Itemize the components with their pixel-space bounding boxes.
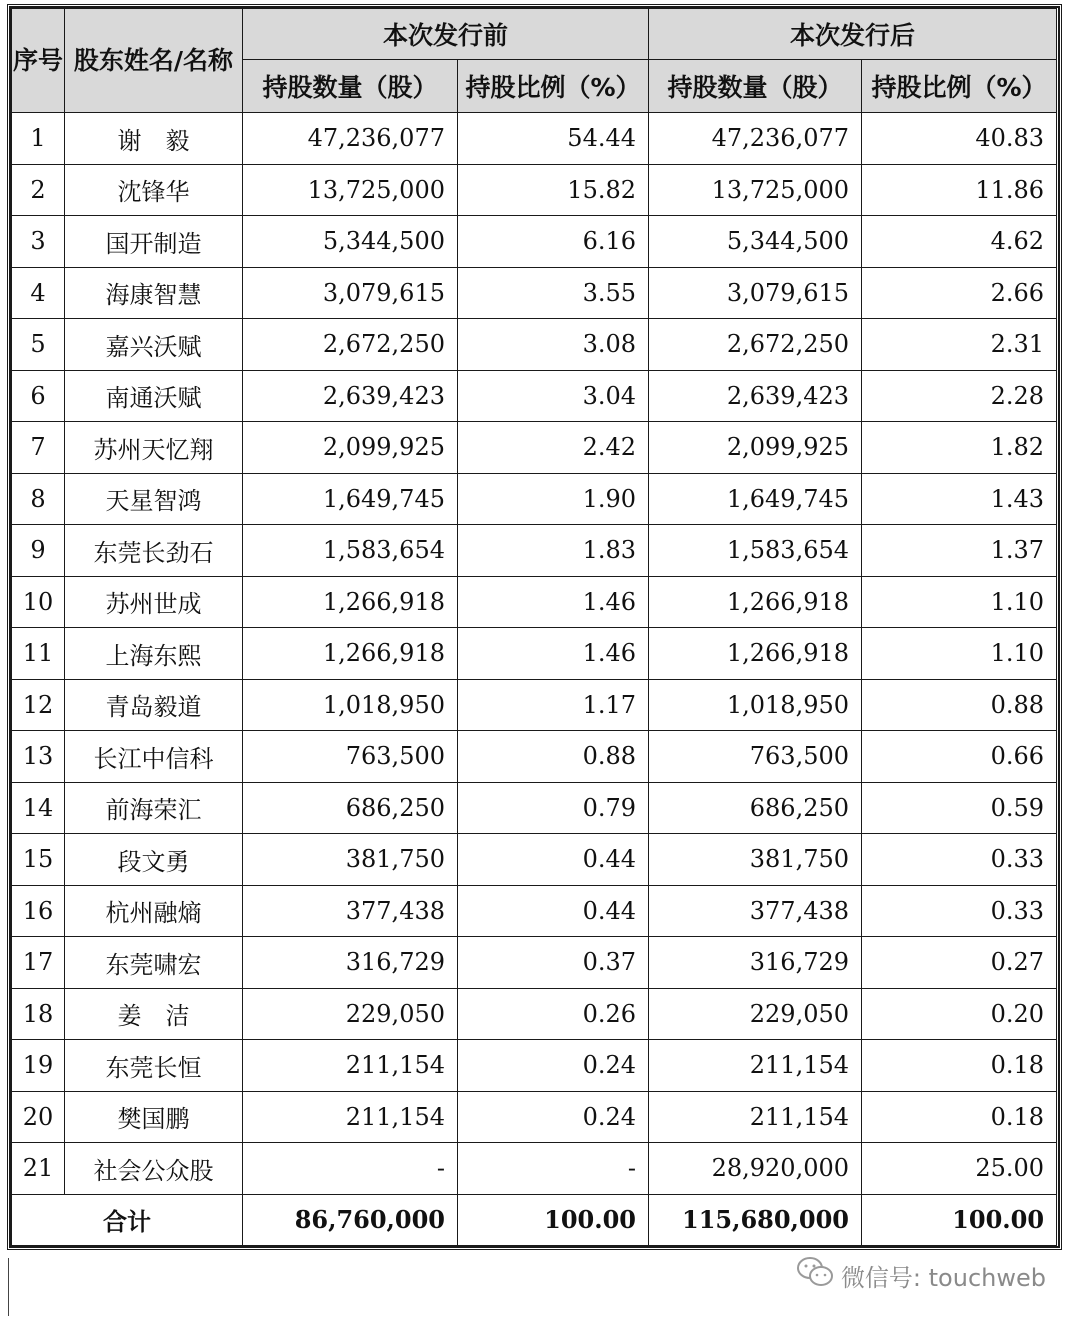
row-before-ratio: 0.88 [458, 731, 649, 783]
row-after-ratio: 1.82 [862, 422, 1057, 474]
row-name: 苏州天忆翔 [65, 422, 243, 474]
table-row [12, 988, 1057, 1040]
row-before-ratio: 54.44 [458, 113, 649, 165]
row-name: 长江中信科 [65, 731, 243, 783]
row-before-ratio: 6.16 [458, 216, 649, 268]
row-after-shares: 13,725,000 [649, 164, 862, 216]
watermark [795, 1255, 1046, 1295]
row-after-shares: 3,079,615 [649, 267, 862, 319]
row-before-shares: 1,266,918 [243, 628, 458, 680]
row-name: 谢 毅 [65, 113, 243, 165]
row-index: 18 [12, 988, 65, 1040]
row-before-shares: 13,725,000 [243, 164, 458, 216]
row-after-shares: 381,750 [649, 834, 862, 886]
row-index: 1 [12, 113, 65, 165]
row-after-ratio: 0.33 [862, 834, 1057, 886]
row-index: 5 [12, 319, 65, 371]
table-row [12, 937, 1057, 989]
table-row [12, 422, 1057, 474]
row-name: 姜 洁 [65, 988, 243, 1040]
table-row [12, 1040, 1057, 1092]
row-before-shares: 686,250 [243, 782, 458, 834]
row-index: 11 [12, 628, 65, 680]
row-index: 12 [12, 679, 65, 731]
table-row [12, 885, 1057, 937]
row-index: 7 [12, 422, 65, 474]
row-name: 苏州世成 [65, 576, 243, 628]
row-name: 国开制造 [65, 216, 243, 268]
header-after-shares: 持股数量（股） [649, 60, 862, 113]
row-before-shares: 229,050 [243, 988, 458, 1040]
row-name: 东莞长恒 [65, 1040, 243, 1092]
row-before-ratio: 0.79 [458, 782, 649, 834]
total-label: 合计 [12, 1194, 243, 1245]
row-after-shares: 28,920,000 [649, 1143, 862, 1195]
row-after-shares: 1,583,654 [649, 525, 862, 577]
row-name: 青岛毅道 [65, 679, 243, 731]
header-before: 本次发行前 [243, 9, 649, 60]
table-header [12, 9, 1057, 113]
row-before-ratio: 1.90 [458, 473, 649, 525]
row-name: 上海东熙 [65, 628, 243, 680]
row-name: 杭州融熵 [65, 885, 243, 937]
row-index: 4 [12, 267, 65, 319]
row-before-shares: 1,018,950 [243, 679, 458, 731]
row-before-ratio: 1.46 [458, 576, 649, 628]
row-after-shares: 1,649,745 [649, 473, 862, 525]
table-row [12, 679, 1057, 731]
header-before-ratio: 持股比例（%） [458, 60, 649, 113]
row-name: 樊国鹏 [65, 1091, 243, 1143]
row-before-ratio: 1.46 [458, 628, 649, 680]
row-before-shares: 1,649,745 [243, 473, 458, 525]
row-after-shares: 2,672,250 [649, 319, 862, 371]
row-before-ratio: 1.83 [458, 525, 649, 577]
row-after-shares: 5,344,500 [649, 216, 862, 268]
row-before-shares: 3,079,615 [243, 267, 458, 319]
row-after-ratio: 1.10 [862, 576, 1057, 628]
header-after: 本次发行后 [649, 9, 1057, 60]
row-after-ratio: 1.10 [862, 628, 1057, 680]
row-after-shares: 686,250 [649, 782, 862, 834]
row-before-ratio: 1.17 [458, 679, 649, 731]
row-before-shares: 2,672,250 [243, 319, 458, 371]
table-row [12, 525, 1057, 577]
row-before-shares: 47,236,077 [243, 113, 458, 165]
row-after-ratio: 0.66 [862, 731, 1057, 783]
header-name: 股东姓名/名称 [65, 9, 243, 113]
row-before-ratio: 2.42 [458, 422, 649, 474]
table-row [12, 473, 1057, 525]
row-before-shares: 2,099,925 [243, 422, 458, 474]
row-before-ratio: 0.44 [458, 885, 649, 937]
row-name: 沈锋华 [65, 164, 243, 216]
row-index: 14 [12, 782, 65, 834]
row-after-ratio: 4.62 [862, 216, 1057, 268]
row-index: 16 [12, 885, 65, 937]
table-row [12, 834, 1057, 886]
table-row [12, 267, 1057, 319]
total-before-ratio: 100.00 [458, 1194, 649, 1245]
shareholder-table [11, 8, 1057, 1246]
table-row [12, 370, 1057, 422]
row-before-ratio: 3.04 [458, 370, 649, 422]
row-before-shares: 2,639,423 [243, 370, 458, 422]
row-index: 15 [12, 834, 65, 886]
row-after-ratio: 0.18 [862, 1091, 1057, 1143]
row-after-ratio: 1.37 [862, 525, 1057, 577]
row-before-ratio: 3.55 [458, 267, 649, 319]
table-row [12, 113, 1057, 165]
row-index: 19 [12, 1040, 65, 1092]
table-footer [12, 1194, 1057, 1245]
row-before-shares: 381,750 [243, 834, 458, 886]
table-row [12, 628, 1057, 680]
row-before-ratio: 0.44 [458, 834, 649, 886]
text-cursor [8, 1258, 9, 1316]
row-before-ratio: - [458, 1143, 649, 1195]
row-index: 10 [12, 576, 65, 628]
row-index: 13 [12, 731, 65, 783]
row-after-shares: 211,154 [649, 1091, 862, 1143]
header-seq: 序号 [12, 9, 65, 113]
table-row [12, 1143, 1057, 1195]
row-after-shares: 1,018,950 [649, 679, 862, 731]
row-index: 2 [12, 164, 65, 216]
row-index: 17 [12, 937, 65, 989]
row-after-ratio: 0.88 [862, 679, 1057, 731]
watermark-text: 微信号: touchweb [840, 1263, 1046, 1292]
row-index: 20 [12, 1091, 65, 1143]
row-name: 东莞啸宏 [65, 937, 243, 989]
table-row [12, 216, 1057, 268]
row-after-ratio: 0.18 [862, 1040, 1057, 1092]
row-after-shares: 316,729 [649, 937, 862, 989]
row-after-shares: 1,266,918 [649, 628, 862, 680]
row-index: 8 [12, 473, 65, 525]
total-after-ratio: 100.00 [862, 1194, 1057, 1245]
total-after-shares: 115,680,000 [649, 1194, 862, 1245]
row-after-ratio: 40.83 [862, 113, 1057, 165]
row-before-ratio: 0.24 [458, 1040, 649, 1092]
total-before-shares: 86,760,000 [243, 1194, 458, 1245]
wechat-icon [795, 1255, 835, 1295]
row-before-shares: - [243, 1143, 458, 1195]
row-after-ratio: 2.28 [862, 370, 1057, 422]
row-after-ratio: 0.27 [862, 937, 1057, 989]
table-row [12, 782, 1057, 834]
row-name: 前海荣汇 [65, 782, 243, 834]
header-before-shares: 持股数量（股） [243, 60, 458, 113]
row-name: 天星智鸿 [65, 473, 243, 525]
row-before-ratio: 15.82 [458, 164, 649, 216]
row-before-shares: 763,500 [243, 731, 458, 783]
total-row [12, 1194, 1057, 1245]
row-name: 海康智慧 [65, 267, 243, 319]
row-before-shares: 211,154 [243, 1091, 458, 1143]
table-body [12, 113, 1057, 1195]
row-before-shares: 211,154 [243, 1040, 458, 1092]
row-after-ratio: 2.31 [862, 319, 1057, 371]
table-row [12, 319, 1057, 371]
row-before-ratio: 0.24 [458, 1091, 649, 1143]
row-name: 嘉兴沃赋 [65, 319, 243, 371]
table-row [12, 1091, 1057, 1143]
row-after-shares: 2,099,925 [649, 422, 862, 474]
row-after-shares: 1,266,918 [649, 576, 862, 628]
row-after-ratio: 25.00 [862, 1143, 1057, 1195]
row-after-ratio: 1.43 [862, 473, 1057, 525]
table-row [12, 164, 1057, 216]
row-after-ratio: 2.66 [862, 267, 1057, 319]
row-after-ratio: 11.86 [862, 164, 1057, 216]
row-index: 9 [12, 525, 65, 577]
row-before-shares: 5,344,500 [243, 216, 458, 268]
row-name: 东莞长劲石 [65, 525, 243, 577]
header-after-ratio: 持股比例（%） [862, 60, 1057, 113]
row-before-shares: 1,583,654 [243, 525, 458, 577]
row-before-shares: 316,729 [243, 937, 458, 989]
row-before-shares: 377,438 [243, 885, 458, 937]
row-index: 3 [12, 216, 65, 268]
row-name: 段文勇 [65, 834, 243, 886]
row-index: 21 [12, 1143, 65, 1195]
row-before-ratio: 3.08 [458, 319, 649, 371]
row-before-ratio: 0.26 [458, 988, 649, 1040]
row-index: 6 [12, 370, 65, 422]
row-after-shares: 211,154 [649, 1040, 862, 1092]
row-before-shares: 1,266,918 [243, 576, 458, 628]
row-after-shares: 47,236,077 [649, 113, 862, 165]
row-after-ratio: 0.59 [862, 782, 1057, 834]
row-name: 社会公众股 [65, 1143, 243, 1195]
row-after-ratio: 0.20 [862, 988, 1057, 1040]
row-after-shares: 2,639,423 [649, 370, 862, 422]
row-name: 南通沃赋 [65, 370, 243, 422]
shareholder-table-frame [9, 6, 1060, 1248]
row-after-shares: 229,050 [649, 988, 862, 1040]
row-after-shares: 377,438 [649, 885, 862, 937]
row-after-shares: 763,500 [649, 731, 862, 783]
table-row [12, 576, 1057, 628]
table-row [12, 731, 1057, 783]
row-before-ratio: 0.37 [458, 937, 649, 989]
row-after-ratio: 0.33 [862, 885, 1057, 937]
